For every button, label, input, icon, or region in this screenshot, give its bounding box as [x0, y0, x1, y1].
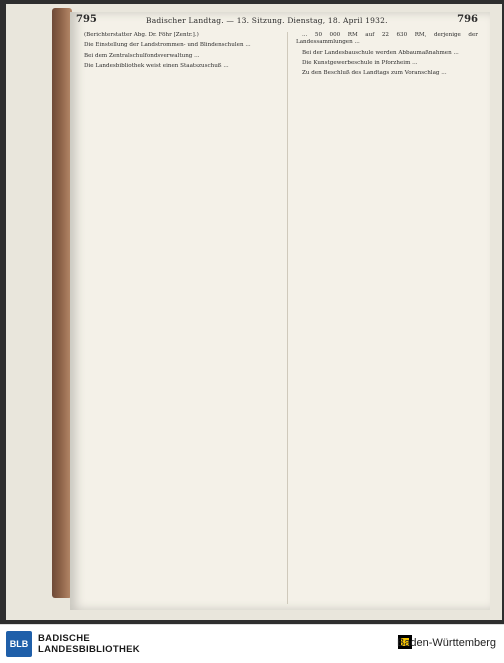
column-divider [287, 32, 288, 604]
paragraph: Zu den Beschluß des Landtags zum Voranschlag ... [302, 70, 447, 77]
partner-name[interactable]: Baden-Württemberg [396, 637, 496, 649]
running-title: Badischer Landtag. — 13. Sitzung. Dienstag, 18. April 1932. [146, 16, 388, 25]
text-column-right [296, 32, 478, 606]
paragraph: Bei der Landesbauschule werden Abbaumaßnahmen ... [302, 49, 459, 56]
running-header [76, 14, 478, 30]
page-number-left: 795 [76, 14, 97, 25]
viewer-footer [0, 624, 504, 663]
paragraph: Die Landesbibliothek weist einen Staatszuschuß ... [84, 62, 229, 69]
text-column-left [78, 32, 260, 606]
book-cover-edge [52, 8, 72, 598]
paragraph: ... 50 000 RM auf 22 630 RM, derjenige der Landessammlungen ... [296, 32, 478, 46]
blb-logo-icon[interactable]: BLB [6, 631, 32, 657]
paragraph: Die Einstellung der Landstrommen- und Blindenschulen ... [84, 42, 251, 49]
institution-name[interactable]: BADISCHE LANDESBIBLIOTHEK [38, 633, 140, 655]
paragraph: Bei dem Zentralschulfondsverwaltung ... [84, 52, 200, 59]
paragraph: Die Kunstgewerbeschule in Pforzheim ... [302, 59, 418, 66]
paragraph: (Berichterstatter Abg. Dr. Föhr [Zentr.].) [84, 32, 199, 38]
page-number-right: 796 [457, 14, 478, 25]
